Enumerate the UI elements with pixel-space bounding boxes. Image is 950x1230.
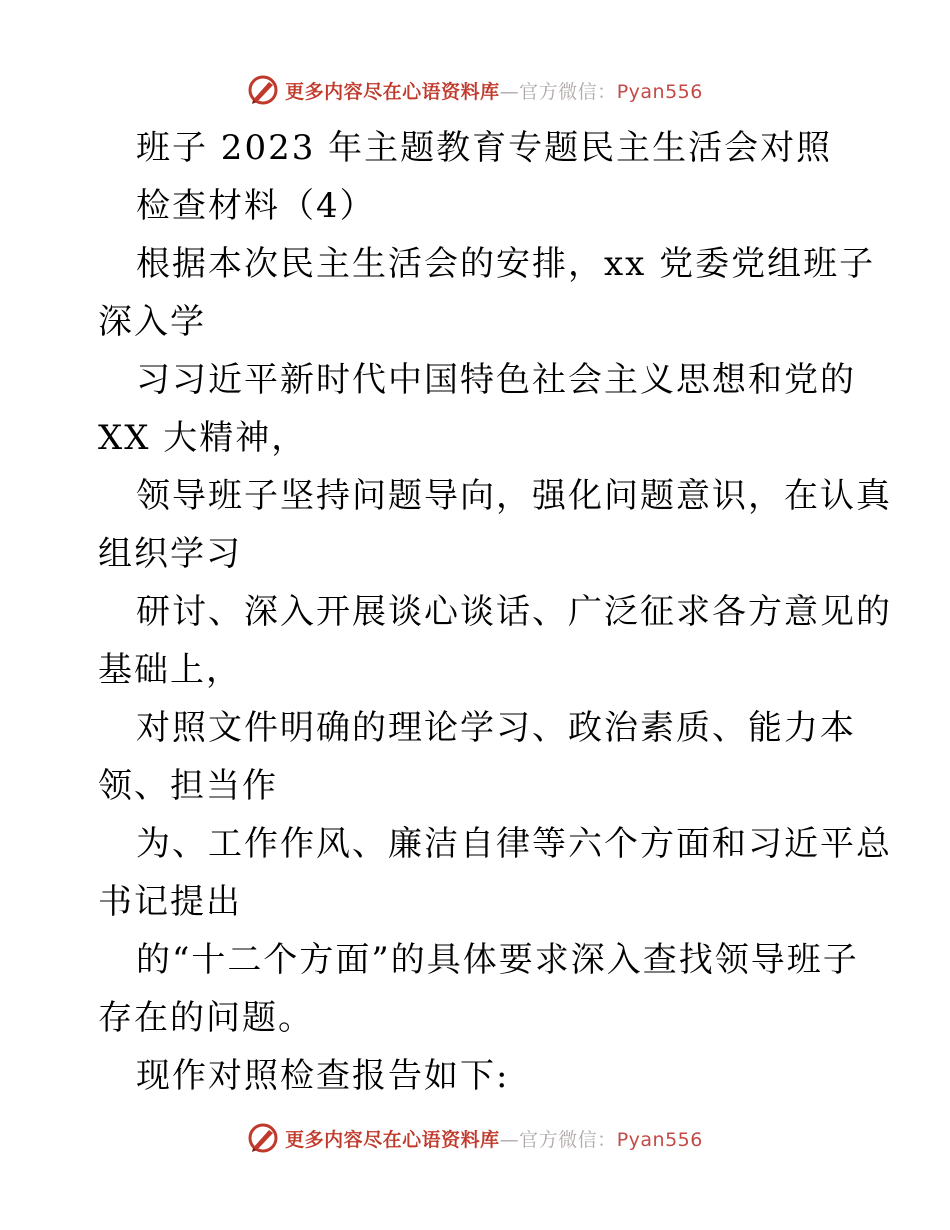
paragraph-line: 领、担当作 (98, 766, 278, 806)
paragraph-line: XX 大精神， (98, 418, 308, 458)
paragraph-line: 现作对照检查报告如下: (136, 1056, 510, 1096)
paragraph-line: 研讨、深入开展谈心谈话、广泛征求各方意见的 (136, 592, 892, 632)
footer-wechat-label: 官方微信： (519, 1128, 617, 1151)
header-text (285, 77, 703, 104)
footer-banner (0, 1118, 950, 1158)
paragraph-line: 深入学 (98, 302, 206, 342)
header-wechat-handle: Pyan556 (616, 80, 703, 103)
footer-wechat-handle: Pyan556 (616, 1128, 703, 1151)
paragraph-line: 基础上， (98, 650, 242, 690)
footer-dash: — (499, 1128, 520, 1151)
footer-brand: 更多内容尽在心语资料库 (285, 1128, 500, 1151)
title-line-2: 检查材料（4） (136, 186, 376, 226)
header-wechat-label: 官方微信： (519, 80, 617, 103)
paragraph-line: 习习近平新时代中国特色社会主义思想和党的 (136, 360, 856, 400)
title-line-1: 班子 2023 年主题教育专题民主生活会对照 (136, 128, 833, 168)
paragraph-line: 的“十二个方面”的具体要求深入查找领导班子 (136, 940, 859, 980)
header-dash: — (499, 80, 520, 103)
paragraph-line: 为、工作作风、廉洁自律等六个方面和习近平总 (136, 824, 892, 864)
footer-text (285, 1125, 703, 1152)
header-brand: 更多内容尽在心语资料库 (285, 80, 500, 103)
paragraph-line: 存在的问题。 (98, 998, 314, 1038)
paragraph-line: 根据本次民主生活会的安排，xx 党委党组班子 (136, 244, 876, 284)
paragraph-line: 领导班子坚持问题导向，强化问题意识，在认真 (136, 476, 892, 516)
paragraph-line: 对照文件明确的理论学习、政治素质、能力本 (136, 708, 856, 748)
paragraph-line: 组织学习 (98, 534, 242, 574)
header-banner (0, 70, 950, 110)
paragraph-line: 书记提出 (98, 882, 242, 922)
pen-circle-logo-icon (247, 1122, 279, 1154)
pen-circle-logo-icon (247, 74, 279, 106)
